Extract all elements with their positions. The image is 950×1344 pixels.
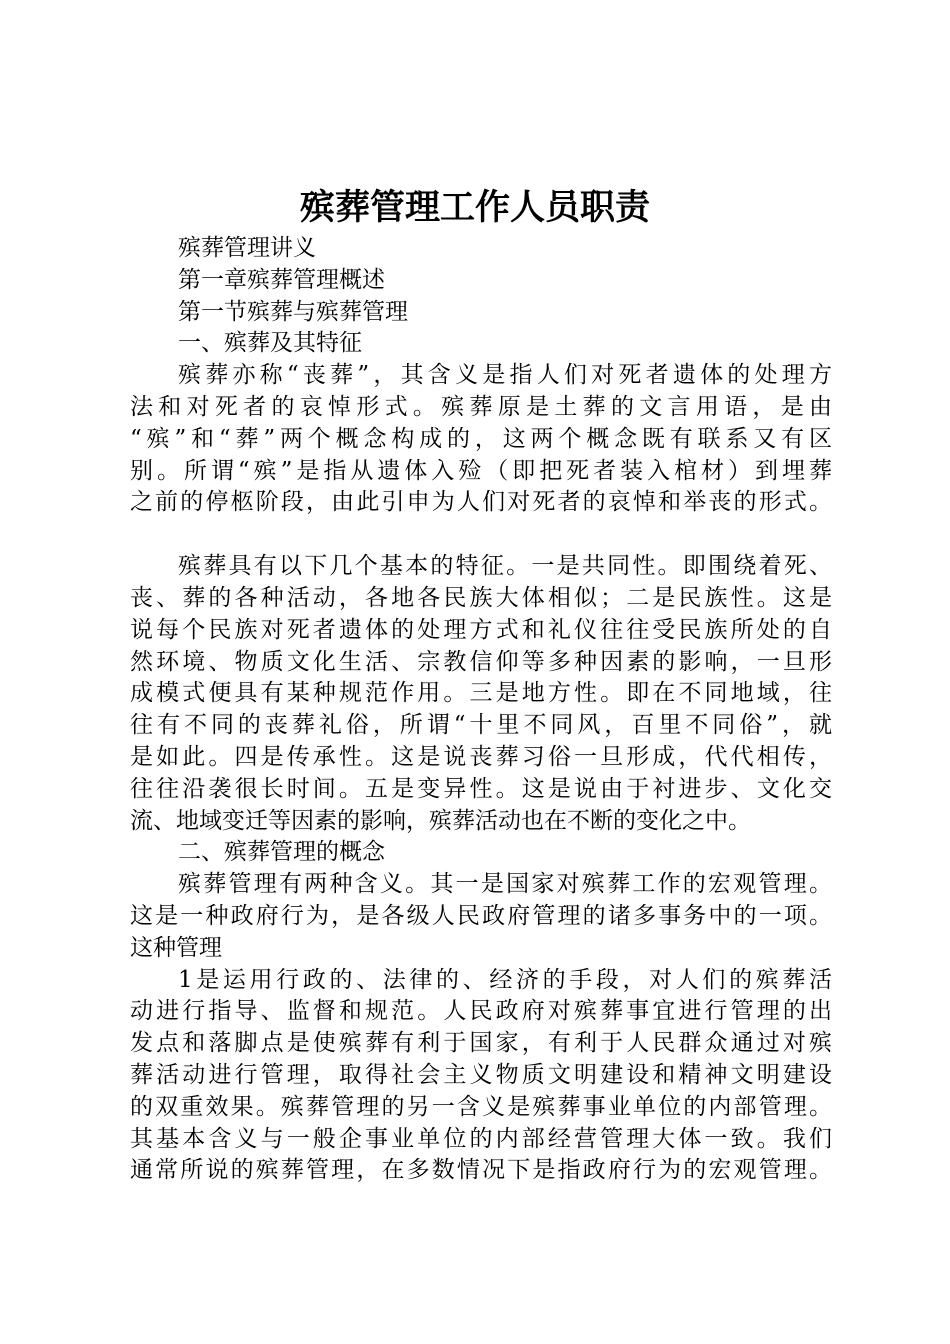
text-line: 然环境、物质文化生活、宗教信仰等多种因素的影响，一旦形 [130, 648, 832, 675]
text-line: 殡葬管理有两种含义。其一是国家对殡葬工作的宏观管理。 [178, 871, 832, 898]
document-body [130, 233, 832, 1187]
blank-line [130, 519, 832, 551]
text-line: 往往沿袭很长时间。五是变异性。这是说由于衬进步、文化交 [130, 775, 832, 802]
text-line: 第一节殡葬与殡葬管理 [178, 298, 408, 325]
text-line: 这种管理 [130, 934, 222, 961]
text-line: 别。所谓“殡”是指从遗体入殓（即把死者装入棺材）到埋葬 [130, 457, 832, 484]
text-line: 往有不同的丧葬礼俗，所谓“十里不同风，百里不同俗”，就 [130, 712, 832, 739]
text-line: 说每个民族对死者遗体的处理方式和礼仪往往受民族所处的自 [130, 616, 832, 643]
text-line: 殡葬亦称“丧葬”，其含义是指人们对死者遗体的处理方 [178, 362, 832, 389]
text-line: 成模式便具有某种规范作用。三是地方性。即在不同地域，往 [130, 680, 832, 707]
text-line: 1是运用行政的、法律的、经济的手段，对人们的殡葬活 [178, 966, 832, 993]
text-line: 丧、葬的各种活动，各地各民族大体相似；二是民族性。这是 [130, 584, 832, 611]
text-line: “殡”和“葬”两个概念构成的，这两个概念既有联系又有区 [130, 425, 832, 452]
text-line: 其基本含义与一般企事业单位的内部经营管理大体一致。我们 [130, 1125, 832, 1152]
text-line: 法和对死者的哀悼形式。殡葬原是土葬的文言用语，是由 [130, 393, 832, 420]
text-line: 的双重效果。殡葬管理的另一含义是殡葬事业单位的内部管理。 [130, 1093, 832, 1120]
text-line: 发点和落脚点是使殡葬有利于国家，有利于人民群众通过对殡 [130, 1030, 832, 1057]
text-line: 是如此。四是传承性。这是说丧葬习俗一旦形成，代代相传， [130, 743, 832, 770]
text-line: 这是一种政府行为，是各级人民政府管理的诸多事务中的一项。 [130, 902, 832, 929]
text-line: 第一章殡葬管理概述 [178, 266, 385, 293]
text-line: 殡葬管理讲义 [178, 235, 316, 261]
text-line: 葬活动进行管理，取得社会主义物质文明建设和精神文明建设 [130, 1061, 832, 1088]
document-title: 殡葬管理工作人员职责 [299, 187, 650, 228]
text-line: 之前的停柩阶段，由此引申为人们对死者的哀悼和举丧的形式。 [130, 489, 832, 516]
text-line: 二、殡葬管理的概念 [178, 839, 385, 866]
text-line: 殡葬具有以下几个基本的特征。一是共同性。即围绕着死、 [178, 553, 832, 580]
text-line: 通常所说的殡葬管理，在多数情况下是指政府行为的宏观管理。 [130, 1157, 832, 1184]
text-line: 流、地域变迁等因素的影响，殡葬活动也在不断的变化之中。 [130, 807, 751, 834]
text-line: 动进行指导、监督和规范。人民政府对殡葬事宜进行管理的出 [130, 998, 832, 1025]
text-line: 一、殡葬及其特征 [178, 330, 362, 357]
